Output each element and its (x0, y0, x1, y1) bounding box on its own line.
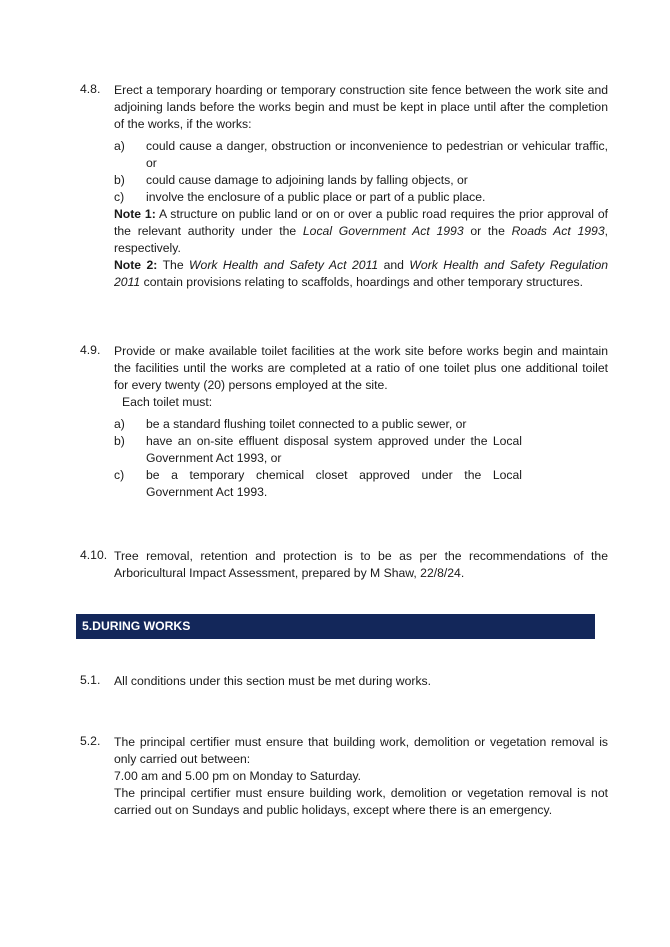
note-text: contain provisions relating to scaffolds, hoardings and other temporary structures. (140, 275, 584, 289)
condition-number: 5.2. (80, 734, 101, 748)
list-item (114, 138, 608, 172)
list-text: be a temporary chemical closet approved under the Local Government Act 1993. (146, 468, 522, 499)
condition-4-9 (80, 343, 608, 501)
list-item (114, 433, 522, 467)
note-text: A structure on public land or on or over a public road requires the prior approval of the relevant authority under the (114, 207, 608, 238)
work-hours: 7.00 am and 5.00 pm on Monday to Saturday. (114, 769, 362, 783)
note-text: , respectively. (114, 224, 608, 255)
act-title: Work Health and Safety Regulation 2011 (114, 258, 609, 289)
condition-number: 4.10. (80, 548, 108, 562)
list-item (114, 467, 522, 501)
list-item (114, 189, 608, 206)
act-title: Local Government Act 1993 (302, 224, 464, 238)
list-letter: b) (114, 173, 125, 187)
act-title: Work Health and Safety Act 2011 (189, 258, 379, 272)
note-label: Note 2: (114, 258, 158, 272)
note-1 (114, 206, 608, 257)
condition-text: The principal certifier must ensure that building work, demolition or vegetation removal is only carried out between: (114, 735, 608, 766)
list-item (114, 416, 522, 433)
condition-number: 4.8. (80, 82, 101, 96)
condition-text-2: The principal certifier must ensure building work, demolition or vegetation removal is not carried out on Sundays and public holidays, except where there is an emergency. (114, 786, 608, 817)
condition-number: 4.9. (80, 343, 101, 357)
list-text: involve the enclosure of a public place or part of a public place. (146, 190, 486, 204)
list-letter: a) (114, 139, 125, 153)
condition-text: Erect a temporary hoarding or temporary construction site fence between the work site and adjoining lands before the works begin and must be kept in place until after the completion of the works, if the works: (114, 83, 608, 131)
condition-4-8 (80, 82, 608, 291)
note-label: Note 1: (114, 207, 156, 221)
list-text: have an on-site effluent disposal system approved under the Local Government Act 1993, or (146, 434, 522, 465)
list-letter: b) (114, 434, 125, 448)
act-title: Roads Act 1993 (511, 224, 605, 238)
condition-5-1 (80, 673, 608, 690)
list-letter: c) (114, 190, 125, 204)
condition-text: All conditions under this section must be met during works. (114, 674, 432, 688)
note-2 (114, 257, 608, 291)
list-item (114, 172, 608, 189)
list-letter: a) (114, 417, 125, 431)
condition-subheading: Each toilet must: (122, 395, 213, 409)
list-letter: c) (114, 468, 125, 482)
note-text: The (157, 258, 190, 272)
list-text: could cause a danger, obstruction or inconvenience to pedestrian or vehicular traffic, or (146, 139, 608, 170)
condition-4-10 (80, 548, 608, 582)
condition-5-2 (80, 734, 608, 819)
condition-list (114, 138, 608, 206)
condition-text: Tree removal, retention and protection is to be as per the recommendations of the Arboricultural Impact Assessment, prepared by M Shaw, 22/8/24. (114, 549, 608, 580)
note-text: and (378, 258, 410, 272)
list-text: could cause damage to adjoining lands by falling objects, or (146, 173, 468, 187)
note-text: or the (463, 224, 512, 238)
condition-number: 5.1. (80, 673, 101, 687)
section-heading: 5.DURING WORKS (76, 614, 595, 639)
list-text: be a standard flushing toilet connected to a public sewer, or (146, 417, 467, 431)
condition-text: Provide or make available toilet facilities at the work site before works begin and maintain the facilities until the works are completed at a ratio of one toilet plus one additional toilet for every twenty (20) persons employed at the site. (114, 344, 608, 392)
condition-list (114, 416, 608, 501)
